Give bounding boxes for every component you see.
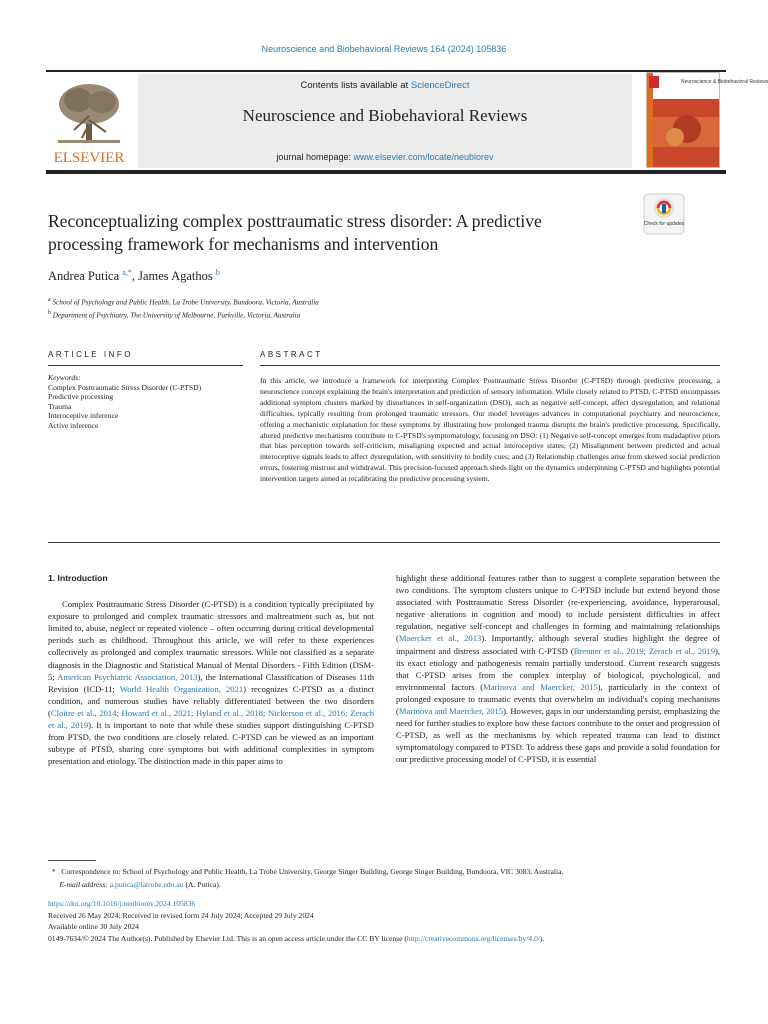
paragraph-text: ), its exact etiology and pathogenesis remain partially understood. Current research suggests that C-PTSD arises from the complex interplay of biological, psychological, and environmental factors ( [396,645,721,692]
homepage-line [138,152,632,162]
paragraph-text: ), particularly in the context of prolonged exposure to traumatic events that overwhelm an individual's coping mechanisms ( [396,681,720,717]
email-label: E-mail address: [59,879,108,889]
footnotes [48,866,728,891]
sciencedirect-link[interactable]: ScienceDirect [410,80,470,91]
license-suffix: ). [540,933,545,943]
received-dates: Received 26 May 2024; Received in revised form 24 July 2024; Accepted 29 July 2024 [48,910,314,920]
license-link[interactable]: http://creativecommons.org/licenses/by/4.0/ [406,933,541,943]
publication-info [48,898,728,944]
elsevier-tree-icon [48,76,130,166]
article-info-rule [48,365,243,366]
keyword: Interoceptive inference [48,411,119,421]
license-prefix: 0149-7634/© 2024 The Author(s). Published by Elsevier Ltd. This is an open access article under the CC BY license ( [48,933,407,943]
intro-paragraph [48,598,374,767]
contents-line [138,80,632,91]
affiliations [48,295,319,322]
footnote-rule [48,860,96,861]
paragraph-text: Complex Posttraumatic Stress Disorder (C-PTSD) is a condition typically precipitated by exposure to prolonged and complex traumatic stressors and maltreatment such as, but not limited to, abuse, neglect or repeated violence – often occurring during critical developmental periods such as childhood. Throughout this article, we will refer to these experiences collectively as prolonged and complex traumatic stressors. While not classified as a separate diagnosis in the Diagnostic and Statistical Manual of Mental Disorders - Fifth Edition (DSM-5; [48,599,374,682]
author-name[interactable]: James Agathos [138,269,213,284]
paragraph-text: ), the International Classification of Diseases 11th Revision (ICD-11; [48,671,375,694]
keyword: Trauma [48,401,72,411]
doi-link[interactable]: https://doi.org/10.1016/j.neubiorev.2024.105836 [48,899,196,908]
section-heading-introduction: 1. Introduction [48,573,108,583]
article-info-heading: ARTICLE INFO [48,350,133,359]
correspondence-note [48,866,728,879]
email-note [48,879,728,892]
paragraph-text: ) recognizes C-PTSD as a distinct condition, and numerous studies have reliably differentiated between the two disorders ( [48,683,374,718]
author-affil-marker[interactable]: a,* [122,268,132,277]
masthead [46,70,768,174]
abstract-heading: ABSTRACT [260,350,323,359]
affiliation-item [48,308,319,321]
affiliation-text: School of Psychology and Public Health, La Trobe University, Bundoora, Victoria, Australia [52,298,319,307]
body-column-left [48,572,374,767]
email-suffix: (A. Putica). [183,879,221,889]
correspondence-marker: * [51,867,56,876]
journal-cover-image [647,73,768,167]
check-for-updates-button[interactable] [644,194,684,234]
email-link[interactable]: a.putica@latrobe.edu.au [109,879,184,889]
affiliation-marker: a [48,297,51,303]
homepage-link[interactable]: www.elsevier.com/locate/neubiorev [353,152,494,162]
abstract-bottom-rule [48,542,720,543]
journal-name: Neuroscience and Biobehavioral Reviews [242,106,528,125]
masthead-bottom-rule [46,170,726,174]
cover-title: Neuroscience & Biobehavioral Reviews [681,79,768,85]
contents-prefix: Contents lists available at [300,80,411,91]
keywords-block [48,373,243,431]
reference-link[interactable]: Cloitre et al., 2014; Howard et al., 2021; Hyland et al., 2018; Nickerson et al., 2016; Zerach et al., 2019 [48,707,374,731]
intro-paragraph-continued [396,572,720,766]
reference-link[interactable]: Brenner et al., 2019; Zerach et al., 2019 [573,645,715,656]
abstract-rule [260,365,720,366]
masthead-top-rule [46,70,726,72]
keyword: Predictive processing [48,392,114,402]
keyword: Complex Posttraumatic Stress Disorder (C-PTSD) [48,382,202,392]
homepage-prefix: journal homepage: [276,152,354,162]
keyword: Active inference [48,420,99,430]
body-column-right [396,572,720,766]
reference-link[interactable]: Marinova and Maercker, 2015 [398,706,504,717]
author-affil-marker[interactable]: b [215,268,220,277]
paragraph-text: highlight these additional features rather than to suggest a complete separation between the two conditions. The symptom clusters unique to C-PTSD include but extend beyond those associated with Posttraumatic Stress Disorder (re-experiencing, avoidance, hyperarousal, negative alterations in cognition and mood) to include persistent difficulties in affect regulation, negative self-concept and challenges in forming and maintaining relationships ( [396,573,720,644]
check-updates-label: Check for updates [643,221,685,227]
paragraph-text: ). However, gaps in our understanding persist, emphasizing the need for further studies to explore how these factors contribute to the onset and progression of C-PTSD, as well as the mechanisms by which repeated trauma can lead to distinct symptomatology compared to PTSD. To address these gaps and provide a solid foundation for our predictive processing model of C-PTSD, it is essential [396,706,720,765]
keywords-label: Keywords: [48,373,81,382]
affiliation-marker: b [48,310,51,317]
paragraph-text: ). Importantly, although several studies highlight the degree of impairment and distress associated with C-PTSD ( [396,633,720,656]
license-line [48,933,728,945]
check-updates-icon [644,194,684,234]
reference-link[interactable]: World Health Organization, 2021 [119,683,244,694]
reference-link[interactable]: American Psychiatric Association, 2013 [57,671,198,682]
abstract-text: In this article, we introduce a framework for interpreting Complex Posttraumatic Stress Disorder (C-PTSD) through predictive processing, a neuroscience concept explaining the brain's interpretation and prediction of sensory information. While closely related to PTSD, C-PTSD encompasses additional symptom clusters marked by disturbances in self-organization (DSO), such as negative self-concept, affect dysregulation, and relational difficulties, typically resulting from prolonged traumatic stressors. Our model leverages advances in computational psychiatry and neuroscience, offering a mechanistic explanation for these symptoms by illustrating how prolonged trauma disrupts the brain's predictive processing. Specifically, altered predictive mechanisms contribute to C-PTSD's symptomatology, focusing on DSO: (1) Negative self-concept emerges from maladaptive priors that bias perception towards self-criticism, misaligning expected and actual interoceptive states; (2) Misalignment between predicted and actual interoceptive signals leads to affect dysregulation, with sensitivity to bodily cues; and (3) Relationship challenges arise from skewed social prediction errors, fostering mistrust and withdrawal. This precision-focused approach sheds light on the dynamics underpinning C-PTSD and highlights potential intervention targets aimed at recalibrating the predictive processing system. [260,376,720,484]
journal-citation[interactable]: Neuroscience and Biobehavioral Reviews 164 (2024) 105836 [261,44,507,54]
reference-link[interactable]: Marinova and Maercker, 2015 [483,681,598,692]
author-list: Andrea Putica $^{a,*}$, James Agathos $^b$ [48,268,220,284]
affiliation-item [48,295,319,308]
author-name[interactable]: Andrea Putica [48,269,120,284]
journal-banner [138,74,632,168]
online-date: Available online 30 July 2024 [48,922,139,932]
journal-cover-thumbnail[interactable] [646,72,768,168]
paragraph-text: ). It is important to note that while these studies support distinguishing C-PTSD from PTSD, the two conditions are closely related. C-PTSD can be viewed as an important subtype of PTSD, sharing core symptoms but with additional complexities in symptom presentation and etiology. The distinction made in this paper aims to [48,720,374,767]
correspondence-text: Correspondence to: School of Psychology and Public Health, La Trobe University, George Singer Building, George Singer Building, Bundoora, VIC 3083, Australia. [61,867,564,876]
reference-link[interactable]: Maercker et al., 2013 [398,633,482,644]
article-title: Reconceptualizing complex posttraumatic stress disorder: A predictive processing framework for mechanisms and intervention [48,211,542,254]
affiliation-text: Department of Psychiatry, The University of Melbourne, Parkville, Victoria, Australia [52,311,301,320]
publisher-wordmark: ELSEVIER [53,150,125,166]
elsevier-logo[interactable] [48,76,130,166]
